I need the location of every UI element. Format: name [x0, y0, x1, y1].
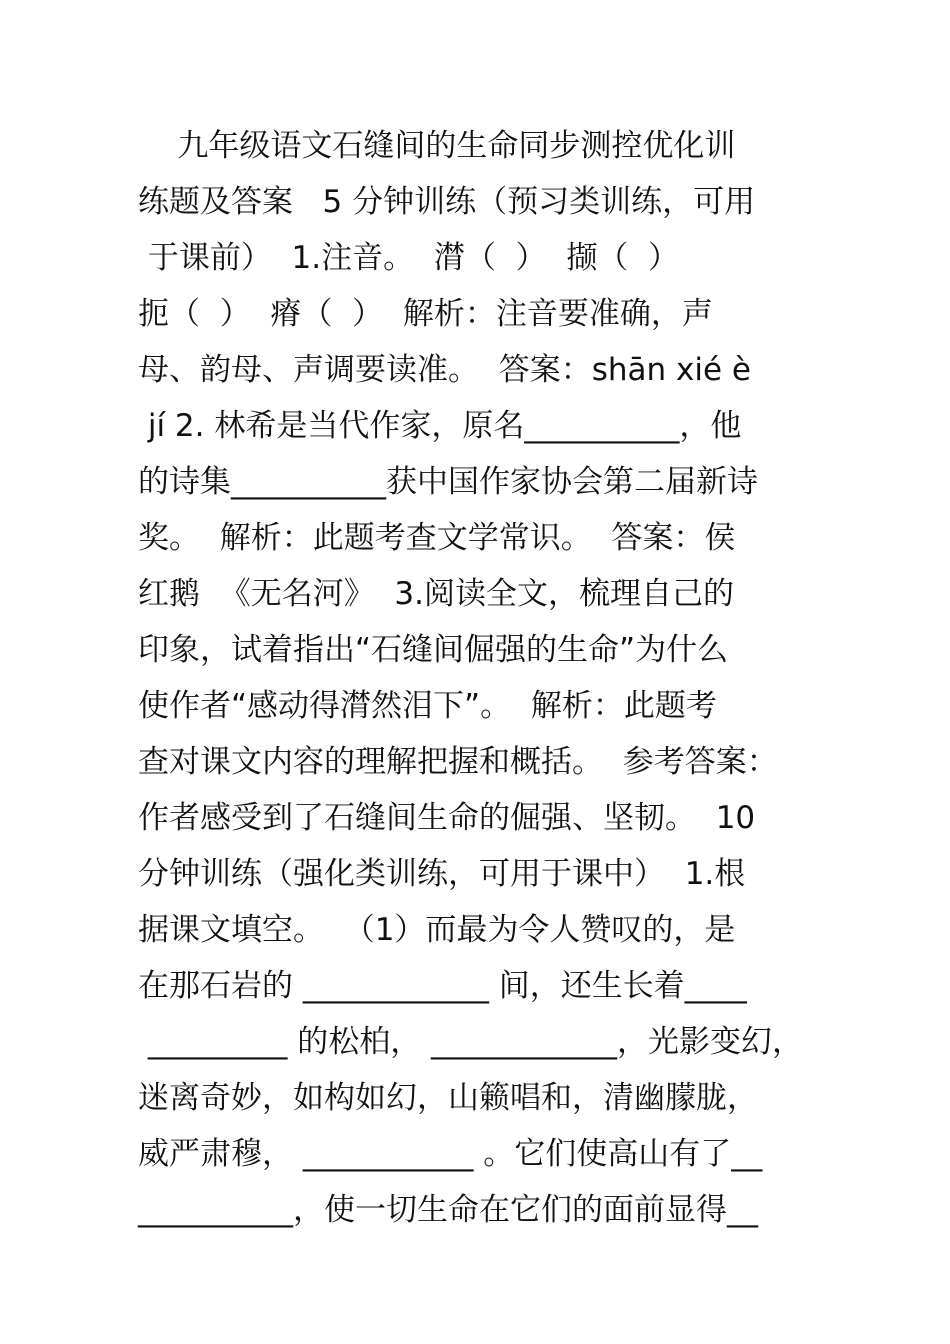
text-line-17: _________ 的松柏， ____________，光影变幻，: [138, 1024, 804, 1060]
text-line-8: 奖。 解析：此题考查文学常识。 答案：侯: [138, 520, 736, 556]
text-line-3: 于课前） 1.注音。 潸（ ） 撷（ ）: [138, 240, 679, 276]
text-line-5: 母、韵母、声调要读准。 答案：shān xié è: [138, 352, 751, 388]
text-line-4: 扼（ ） 瘠（ ） 解析：注音要准确，声: [138, 296, 713, 332]
text-line-11: 使作者“感动得潸然泪下”。 解析：此题考: [138, 688, 717, 724]
text-line-10: 印象，试着指出“石缝间倔强的生命”为什么: [138, 632, 729, 668]
text-line-18: 迷离奇妙，如构如幻，山籁唱和，清幽朦胧，: [138, 1080, 758, 1116]
text-line-6: jí 2. 林希是当代作家，原名__________，他: [138, 408, 742, 444]
text-line-14: 分钟训练（强化类训练，可用于课中） 1.根: [138, 856, 746, 892]
text-line-2: 练题及答案 5 分钟训练（预习类训练，可用: [138, 184, 756, 220]
document-body: [138, 118, 828, 1238]
text-line-16: 在那石岩的 ____________ 间，还生长着____: [138, 968, 747, 1004]
text-line-19: 威严肃穆， ___________ 。它们使高山有了__: [138, 1136, 763, 1172]
text-line-7: 的诗集__________获中国作家协会第二届新诗: [138, 464, 758, 500]
text-line-20: __________，使一切生命在它们的面前显得__: [138, 1192, 758, 1228]
text-line-1: 九年级语文石缝间的生命同步测控优化训: [138, 128, 736, 164]
text-line-15: 据课文填空。 （1）而最为令人赞叹的，是: [138, 912, 736, 948]
text-line-13: 作者感受到了石缝间生命的倔强、坚韧。 10: [138, 800, 756, 836]
text-line-9: 红鹅 《无名河》 3.阅读全文，梳理自己的: [138, 576, 734, 612]
text-line-12: 查对课文内容的理解把握和概括。 参考答案：: [138, 744, 778, 780]
